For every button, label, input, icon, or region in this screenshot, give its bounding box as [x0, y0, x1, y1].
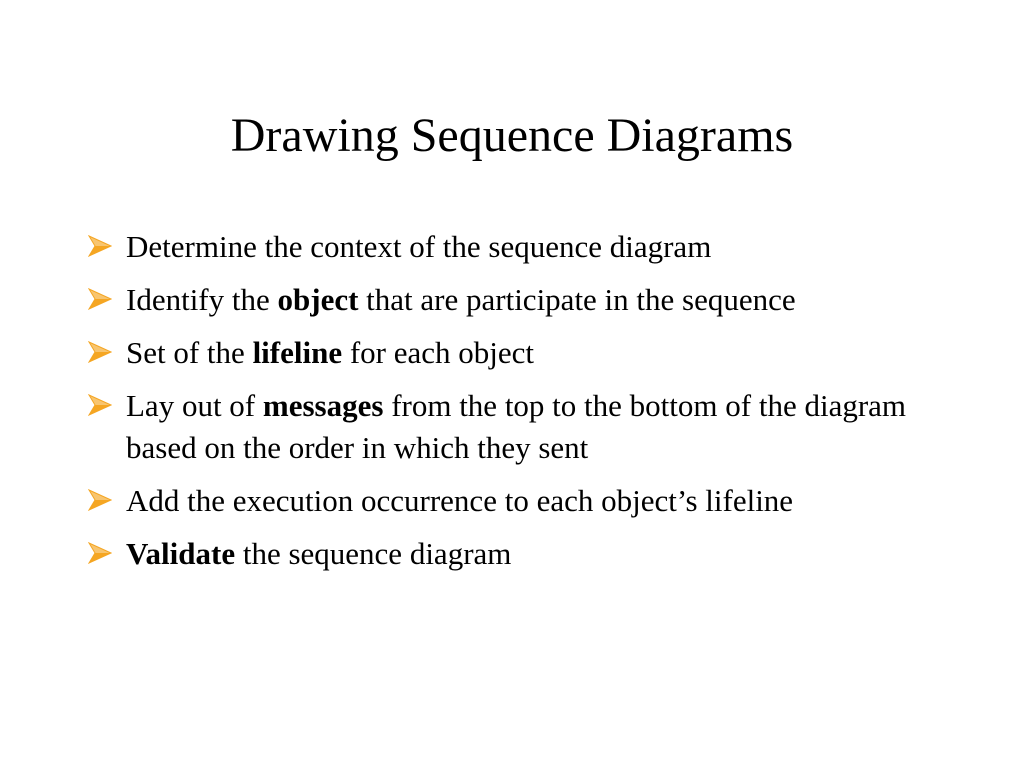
bullet-text-post: the sequence diagram	[235, 536, 512, 571]
arrowhead-bullet-icon	[88, 341, 112, 363]
bullet-list	[88, 226, 968, 586]
bullet-text-post: for each object	[342, 335, 535, 370]
arrowhead-bullet-icon	[88, 394, 112, 416]
arrowhead-bullet-icon	[88, 542, 112, 564]
bullet-item	[88, 332, 968, 374]
bullet-text-bold: object	[277, 282, 359, 317]
arrowhead-bullet-icon	[88, 489, 112, 511]
bullet-text-pre: Set of the	[126, 335, 253, 370]
bullet-item	[88, 480, 968, 522]
bullet-text-pre: Add the execution occurrence to each object’s lifeline	[126, 483, 794, 518]
bullet-text-pre: Identify the	[126, 282, 278, 317]
bullet-text-post: from the top to the bottom of the diagram based on the order in which they sent	[126, 388, 907, 465]
bullet-text-bold: messages	[262, 388, 384, 423]
bullet-item	[88, 279, 968, 321]
bullet-text-bold: lifeline	[252, 335, 343, 370]
bullet-item	[88, 226, 968, 268]
arrowhead-bullet-icon	[88, 288, 112, 310]
slide-title: Drawing Sequence Diagrams	[230, 109, 794, 162]
bullet-text-post: that are participate in the sequence	[358, 282, 796, 317]
arrowhead-bullet-icon	[88, 235, 112, 257]
bullet-item	[88, 533, 968, 575]
bullet-text-bold: Validate	[126, 536, 236, 571]
bullet-item	[88, 385, 968, 469]
bullet-text-pre: Lay out of	[126, 388, 263, 423]
bullet-text-pre: Determine the context of the sequence diagram	[126, 229, 712, 264]
